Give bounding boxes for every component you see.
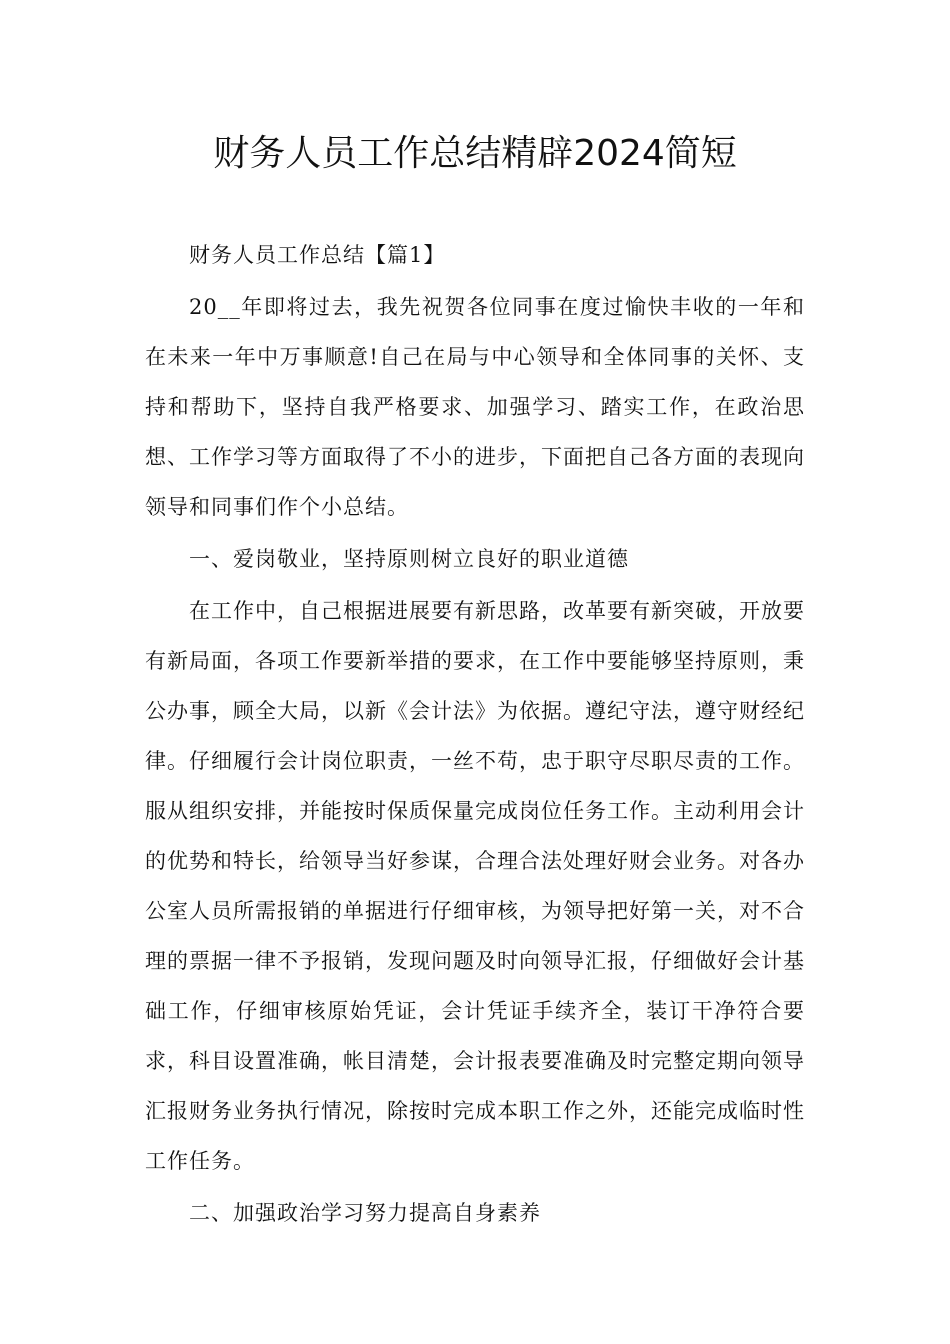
body-paragraph-1: 在工作中，自己根据进展要有新思路，改革要有新突破，开放要有新局面，各项工作要新举措的要求，在工作中要能够坚持原则，秉公办事，顾全大局，以新《会计法》为依据。遵纪守法，遵守财经纪律。仔细履行会计岗位职责，一丝不苟，忠于职守尽职尽责的工作。服从组织安排，并能按时保质保量完成岗位任务工作。主动利用会计的优势和特长，给领导当好参谋，合理合法处理好财会业务。对各办公室人员所需报销的单据进行仔细审核，为领导把好第一关，对不合理的票据一律不予报销，发现问题及时向领导汇报，仔细做好会计基础工作，仔细审核原始凭证，会计凭证手续齐全，装订干净符合要求，科目设置准确，帐目清楚，会计报表要准确及时完整定期向领导汇报财务业务执行情况，除按时完成本职工作之外，还能完成临时性工作任务。: [145, 599, 805, 1173]
document-title: 财务人员工作总结精辟2024简短: [213, 133, 737, 174]
intro-paragraph: 20__年即将过去，我先祝贺各位同事在度过愉快丰收的一年和在未来一年中万事顺意!自己在局与中心领导和全体同事的关怀、支持和帮助下，坚持自我严格要求、加强学习、踏实工作，在政治思想、工作学习等方面取得了不小的进步，下面把自己各方面的表现向领导和同事们作个小总结。: [145, 295, 805, 519]
section-heading-2: 二、加强政治学习努力提高自身素养: [189, 1201, 541, 1225]
document-body: [145, 230, 805, 1238]
section-heading-1: 一、爱岗敬业，坚持原则树立良好的职业道德: [189, 547, 629, 571]
section-heading-part1: 财务人员工作总结【篇1】: [189, 243, 446, 267]
